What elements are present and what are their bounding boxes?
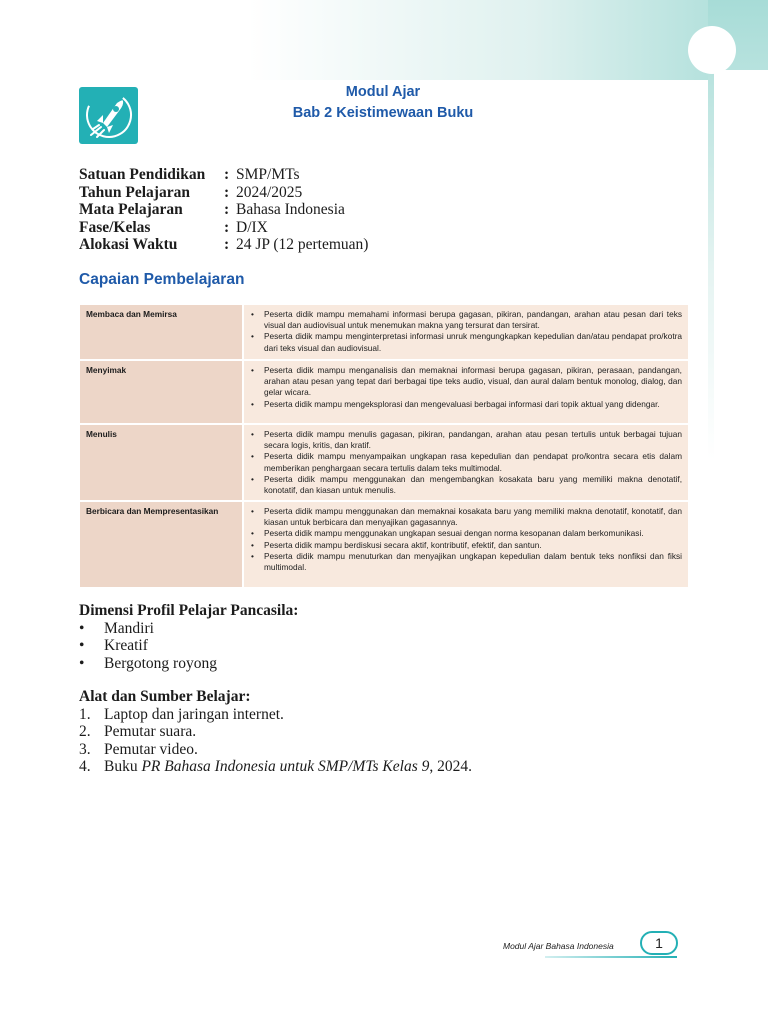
list-item xyxy=(79,723,472,741)
list-item-text: Bergotong royong xyxy=(104,654,217,672)
row-label: Menyimak xyxy=(80,360,243,424)
list-item-text: Mandiri xyxy=(104,619,154,637)
list-item xyxy=(79,620,298,638)
list-item: • Peserta didik mampu memahami informasi berupa gagasan, pikiran, pandangan, arahan atau pesan dari teks visual dan audiovisual untuk menemukan makna yang tersurat dan tersirat. xyxy=(264,309,682,331)
footer-divider xyxy=(545,956,677,958)
list-item-text: Laptop dan jaringan internet. xyxy=(104,705,284,723)
row-label: Menulis xyxy=(80,424,243,501)
row-description xyxy=(243,360,688,424)
row-label: Membaca dan Memirsa xyxy=(80,305,243,360)
meta-row: Mata Pelajaran : Bahasa Indonesia xyxy=(79,201,345,218)
bullet: • xyxy=(79,654,85,672)
list-item xyxy=(79,706,472,724)
meta-value: SMP/MTs xyxy=(236,166,300,183)
list-number: 4. xyxy=(79,758,91,775)
meta-value: D/IX xyxy=(236,218,268,236)
list-item: • Peserta didik mampu menulis gagasan, pikiran, pandangan, arahan atau pesan tertulis untuk berbagai tujuan secara logis, kritis, dan kratif. xyxy=(264,429,682,451)
corner-circle xyxy=(688,26,736,74)
alat-section xyxy=(79,688,472,776)
list-item-text: Pemutar video. xyxy=(104,740,198,758)
profil-section xyxy=(79,602,298,672)
row-label: Berbicara dan Mempresentasikan xyxy=(80,501,243,588)
table-row xyxy=(80,501,688,588)
list-item: • Peserta didik mampu menganalisis dan memaknai informasi berupa gagasan, pikiran, perasaan, pandangan, arahan atau pesan yang tepat dari berbagai tipe teks audio, visual, dan aural dalam bentuk monolog, dialog, dan gelar wicara. xyxy=(264,365,682,399)
table-row xyxy=(80,424,688,501)
book-suffix: , 2024. xyxy=(429,758,472,775)
list-item: • Peserta didik mampu menggunakan dan mengembangkan kosakata baru yang memiliki makna denotatif, konotatif, dan kiasan untuk menulis. xyxy=(264,474,682,496)
list-item-text: Kreatif xyxy=(104,637,148,654)
list-number: 2. xyxy=(79,723,91,740)
meta-row: Alokasi Waktu : 24 JP (12 pertemuan) xyxy=(79,236,369,253)
list-item xyxy=(79,655,298,673)
page-number: 1 xyxy=(640,931,678,955)
meta-row: Satuan Pendidikan : SMP/MTs xyxy=(79,166,300,183)
capaian-table xyxy=(80,305,688,589)
row-description xyxy=(243,501,688,588)
meta-value: 2024/2025 xyxy=(236,183,303,201)
bullet: • xyxy=(79,637,85,654)
list-item xyxy=(79,637,298,655)
meta-value: 24 JP (12 pertemuan) xyxy=(236,236,369,253)
list-item: • Peserta didik mampu menginterpretasi informasi unruk mengungkapkan kepedulian dan/atau pendapat pro/kotra dari teks visual dan audiovisual. xyxy=(264,331,682,353)
document-subtitle: Bab 2 Keistimewaan Buku xyxy=(292,105,474,121)
list-number: 1. xyxy=(79,705,91,723)
table-row xyxy=(80,305,688,360)
list-number: 3. xyxy=(79,740,91,758)
meta-row: Tahun Pelajaran : 2024/2025 xyxy=(79,183,303,201)
meta-row: Fase/Kelas : D/IX xyxy=(79,218,268,236)
capaian-heading: Capaian Pembelajaran xyxy=(79,271,245,288)
meta-key: Tahun Pelajaran xyxy=(79,183,190,201)
document-title: Modul Ajar xyxy=(345,84,421,100)
list-item: • Peserta didik mampu berdiskusi secara aktif, kontributif, efektif, dan santun. xyxy=(264,540,682,551)
list-item-text: Pemutar suara. xyxy=(104,723,197,740)
rocket-icon xyxy=(79,87,138,144)
list-item xyxy=(79,758,472,776)
meta-key: Fase/Kelas xyxy=(79,218,151,236)
meta-info xyxy=(79,166,368,254)
meta-value: Bahasa Indonesia xyxy=(236,201,345,218)
side-panel xyxy=(714,70,768,1030)
meta-key: Satuan Pendidikan xyxy=(79,166,206,183)
bullet: • xyxy=(79,619,85,637)
list-item: • Peserta didik mampu menggunakan ungkapan sesuai dengan norma kesopanan dalam berkomunikasi. xyxy=(264,528,682,539)
meta-key: Alokasi Waktu xyxy=(79,236,178,253)
meta-key: Mata Pelajaran xyxy=(79,201,183,218)
profil-heading: Dimensi Profil Pelajar Pancasila: xyxy=(79,602,299,619)
alat-heading: Alat dan Sumber Belajar: xyxy=(79,688,251,705)
list-item-text xyxy=(104,758,472,776)
list-item: • Peserta didik mampu mengeksplorasi dan mengevaluasi berbagai informasi dari topik aktual yang didengar. xyxy=(264,399,682,410)
row-description xyxy=(243,424,688,501)
row-description xyxy=(243,305,688,360)
list-item: • Peserta didik mampu menuturkan dan menyajikan ungkapan kepedulian dalam bentuk teks nonfiksi dan fiksi multimodal. xyxy=(264,551,682,573)
table-row xyxy=(80,360,688,424)
footer-label: Modul Ajar Bahasa Indonesia xyxy=(503,941,614,951)
list-item xyxy=(79,741,472,759)
list-item: • Peserta didik mampu menyampaikan ungkapan rasa kepedulian dan pendapat pro/kontra secara etis dalam memberikan penghargaan secara tertulis dalam teks multimodal. xyxy=(264,451,682,473)
book-title: PR Bahasa Indonesia untuk SMP/MTs Kelas 9 xyxy=(141,758,430,775)
book-prefix: Buku xyxy=(104,758,142,775)
list-item: • Peserta didik mampu menggunakan dan memaknai kosakata baru yang memiliki makna denotatif, konotatif, dan kiasan untuk berbicara dan menyajikan gagasannya. xyxy=(264,506,682,528)
